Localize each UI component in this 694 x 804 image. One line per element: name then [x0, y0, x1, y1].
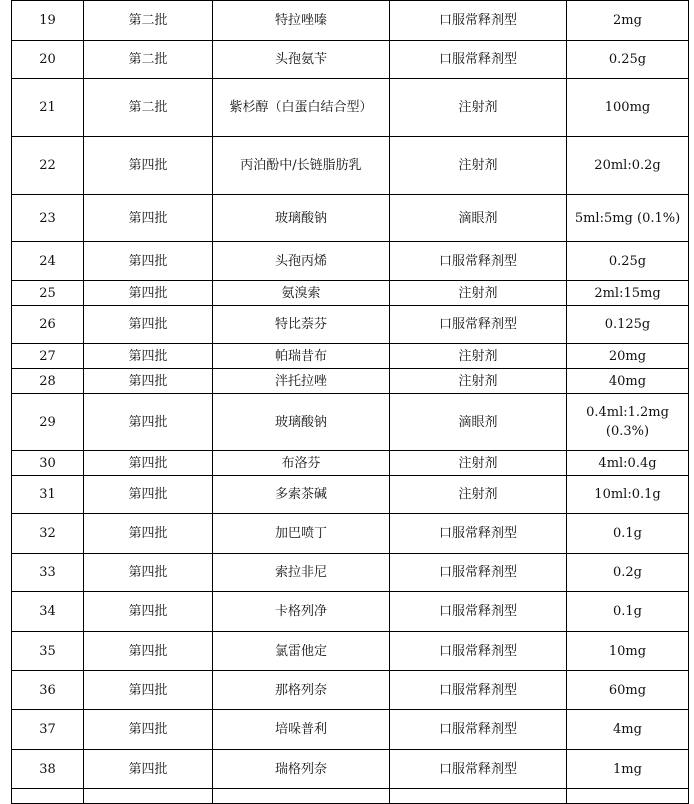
drug-name-cell: 头孢丙烯	[213, 242, 390, 281]
batch-cell: 第四批	[84, 671, 213, 710]
table-row	[12, 137, 689, 195]
table-row	[12, 369, 689, 394]
drug-name-cell: 泮托拉唑	[213, 369, 390, 394]
table-row	[12, 1, 689, 41]
row-number: 28	[12, 369, 84, 394]
dosage-form-cell: 口服常释剂型	[390, 242, 567, 281]
batch-cell: 第四批	[84, 137, 213, 195]
drug-name-cell: 布洛芬	[213, 451, 390, 476]
table-row	[12, 476, 689, 514]
batch-cell: 第二批	[84, 1, 213, 41]
drug-name-cell: 那格列奈	[213, 671, 390, 710]
batch-cell: 第四批	[84, 242, 213, 281]
row-number: 20	[12, 41, 84, 79]
row-number: 37	[12, 710, 84, 750]
spec-cell: 0.25g	[567, 41, 689, 79]
row-number: 31	[12, 476, 84, 514]
row-number: 38	[12, 750, 84, 789]
spec-cell: 2mg	[567, 1, 689, 41]
spec-cell: 20ml:0.2g	[567, 137, 689, 195]
spec-cell: 60mg	[567, 671, 689, 710]
dosage-form-cell: 口服常释剂型	[390, 514, 567, 554]
dosage-form-cell: 口服常释剂型	[390, 592, 567, 632]
drug-name-cell: 氯雷他定	[213, 632, 390, 671]
drug-name-cell: 特拉唑嗪	[213, 1, 390, 41]
spec-cell: 4mg	[567, 710, 689, 750]
batch-cell: 第四批	[84, 592, 213, 632]
batch-cell: 第四批	[84, 750, 213, 789]
drug-name-cell: 索拉非尼	[213, 554, 390, 592]
dosage-form-cell: 口服常释剂型	[390, 554, 567, 592]
row-number: 30	[12, 451, 84, 476]
dosage-form-cell: 注射剂	[390, 344, 567, 369]
spec-cell: 10mg	[567, 632, 689, 671]
batch-cell: 第四批	[84, 306, 213, 344]
table-row	[12, 195, 689, 242]
dosage-form-cell: 注射剂	[390, 476, 567, 514]
table-row	[12, 451, 689, 476]
table-row	[12, 306, 689, 344]
table-row	[12, 41, 689, 79]
dosage-form-cell: 注射剂	[390, 79, 567, 137]
row-number: 35	[12, 632, 84, 671]
batch-cell: 第四批	[84, 451, 213, 476]
batch-cell: 第四批	[84, 344, 213, 369]
batch-cell: 第四批	[84, 195, 213, 242]
batch-cell: 第四批	[84, 369, 213, 394]
spec-cell: 100mg	[567, 79, 689, 137]
table-row	[12, 632, 689, 671]
batch-cell: 第四批	[84, 514, 213, 554]
dosage-form-cell: 注射剂	[390, 369, 567, 394]
dosage-form-cell: 注射剂	[390, 281, 567, 306]
drug-name-cell: 特比萘芬	[213, 306, 390, 344]
drug-name-cell: 培哚普利	[213, 710, 390, 750]
row-number: 22	[12, 137, 84, 195]
batch-cell: 第四批	[84, 281, 213, 306]
batch-cell: 第四批	[84, 476, 213, 514]
dosage-form-cell: 口服常释剂型	[390, 710, 567, 750]
table-row	[12, 750, 689, 789]
drug-name-cell: 帕瑞昔布	[213, 344, 390, 369]
drug-name-cell: 多索茶碱	[213, 476, 390, 514]
row-number: 19	[12, 1, 84, 41]
batch-cell	[84, 789, 213, 804]
row-number	[12, 789, 84, 804]
row-number: 33	[12, 554, 84, 592]
dosage-form-cell: 注射剂	[390, 451, 567, 476]
drug-name-cell: 卡格列净	[213, 592, 390, 632]
spec-cell: 5ml:5mg (0.1%)	[567, 195, 689, 242]
row-number: 25	[12, 281, 84, 306]
spec-cell: 0.1g	[567, 592, 689, 632]
spec-cell: 10ml:0.1g	[567, 476, 689, 514]
spec-cell: 0.125g	[567, 306, 689, 344]
drug-name-cell: 玻璃酸钠	[213, 195, 390, 242]
drug-name-cell: 头孢氨苄	[213, 41, 390, 79]
batch-cell: 第四批	[84, 710, 213, 750]
row-number: 23	[12, 195, 84, 242]
dosage-form-cell: 口服常释剂型	[390, 41, 567, 79]
table-row	[12, 789, 689, 804]
batch-cell: 第二批	[84, 41, 213, 79]
row-number: 32	[12, 514, 84, 554]
spec-cell	[567, 789, 689, 804]
dosage-form-cell: 滴眼剂	[390, 394, 567, 451]
table-row	[12, 394, 689, 451]
spec-cell: 0.4ml:1.2mg (0.3%)	[567, 394, 689, 451]
row-number: 34	[12, 592, 84, 632]
table-row	[12, 344, 689, 369]
spec-cell: 0.1g	[567, 514, 689, 554]
spec-cell: 1mg	[567, 750, 689, 789]
dosage-form-cell	[390, 789, 567, 804]
table-row	[12, 592, 689, 632]
spec-cell: 4ml:0.4g	[567, 451, 689, 476]
batch-cell: 第四批	[84, 554, 213, 592]
dosage-form-cell: 注射剂	[390, 137, 567, 195]
row-number: 27	[12, 344, 84, 369]
spec-cell: 20mg	[567, 344, 689, 369]
spec-cell: 40mg	[567, 369, 689, 394]
row-number: 26	[12, 306, 84, 344]
drug-name-cell: 紫杉醇（白蛋白结合型）	[213, 79, 390, 137]
drug-name-cell: 氨溴索	[213, 281, 390, 306]
spec-cell: 0.25g	[567, 242, 689, 281]
drug-name-cell: 瑞格列奈	[213, 750, 390, 789]
drug-name-cell: 玻璃酸钠	[213, 394, 390, 451]
dosage-form-cell: 口服常释剂型	[390, 671, 567, 710]
table-row	[12, 281, 689, 306]
drug-name-cell: 丙泊酚中/长链脂肪乳	[213, 137, 390, 195]
drug-table-body	[12, 1, 689, 804]
batch-cell: 第四批	[84, 394, 213, 451]
table-row	[12, 79, 689, 137]
table-row	[12, 554, 689, 592]
spec-cell: 2ml:15mg	[567, 281, 689, 306]
row-number: 29	[12, 394, 84, 451]
dosage-form-cell: 口服常释剂型	[390, 1, 567, 41]
batch-cell: 第四批	[84, 632, 213, 671]
table-row	[12, 710, 689, 750]
row-number: 24	[12, 242, 84, 281]
dosage-form-cell: 口服常释剂型	[390, 306, 567, 344]
drug-name-cell: 加巴喷丁	[213, 514, 390, 554]
dosage-form-cell: 口服常释剂型	[390, 750, 567, 789]
batch-cell: 第二批	[84, 79, 213, 137]
table-row	[12, 242, 689, 281]
dosage-form-cell: 口服常释剂型	[390, 632, 567, 671]
row-number: 21	[12, 79, 84, 137]
table-row	[12, 514, 689, 554]
dosage-form-cell: 滴眼剂	[390, 195, 567, 242]
table-row	[12, 671, 689, 710]
drug-table	[11, 0, 689, 804]
drug-name-cell	[213, 789, 390, 804]
row-number: 36	[12, 671, 84, 710]
spec-cell: 0.2g	[567, 554, 689, 592]
